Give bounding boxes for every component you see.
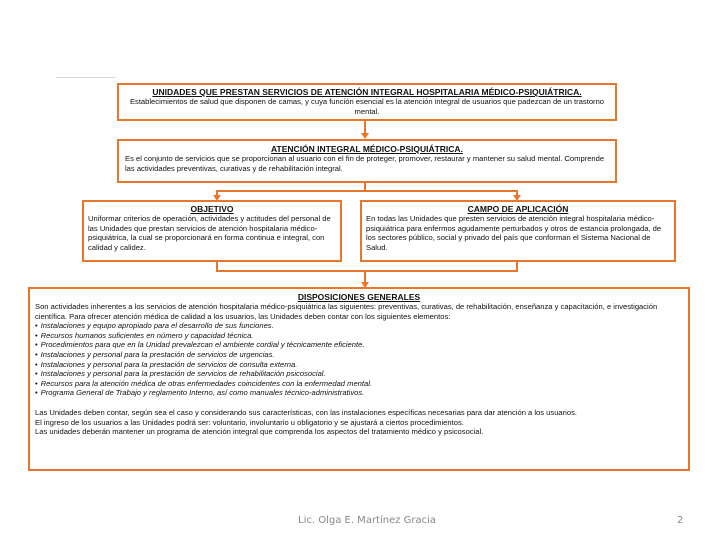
list-item: • Instalaciones y equipo apropiado para el desarrollo de sus funciones. <box>35 321 274 331</box>
integral-care-box <box>117 139 617 183</box>
list-item: • Recursos para la atención médica de otras enfermedades coincidentes con la enfermedad mental. <box>35 378 373 388</box>
closing-text-3: Las unidades deberán mantener un programa de atención integral que comprenda los aspectos del tratamiento médico y psicosocial. <box>35 427 484 437</box>
objective-box <box>82 200 342 262</box>
list-item: • Procedimientos para que en la Unidad prevalezcan el ambiente cordial y técnicamente eficiente. <box>35 340 365 350</box>
decorative-line <box>56 77 116 78</box>
list-item: • Recursos humanos suficientes en número y capacidad técnica. <box>35 330 254 340</box>
footer-author: Lic. Olga E. Martínez Gracia <box>298 515 437 526</box>
closing-text-2: El ingreso de los usuarios a las Unidades podrá ser: voluntario, involuntario u obligatorio y se ajustará a ciertos procedimientos. <box>35 417 464 427</box>
page-number: 2 <box>677 515 684 526</box>
general-provisions-title: DISPOSICIONES GENERALES <box>297 292 421 302</box>
list-item: • Programa General de Trabajo y reglamento Interno, así como manuales técnico-administrativos. <box>35 388 365 398</box>
connector-line <box>216 270 518 272</box>
scope-title: CAMPO DE APLICACIÓN <box>467 204 569 214</box>
objective-text: Uniformar criterios de operación, actividades y actitudes del personal de las Unidades que prestan servicios de atención hospitalaria médico-psiquiátrica, la cual se proporcionará en forma continua e integral, con calidad y calidez. <box>88 214 331 252</box>
scope-text: En todas las Unidades que presten servicios de atención integral hospitalaria médico-psiquiátrica para enfermos agudamente perturbados y otros de estancia prolongada, de los sectores público, social y privado del país que conforman el Sistema Nacional de Salud. <box>366 214 662 252</box>
list-item: • Instalaciones y personal para la prestación de servicios de urgencias. <box>35 349 275 359</box>
units-text: Establecimientos de salud que disponen de camas, y cuya función esencial es la atención integral de usuarios que padezcan de un trastorno mental. <box>129 97 605 116</box>
units-box <box>117 83 617 121</box>
integral-care-text: Es el conjunto de servicios que se proporcionan al usuario con el fin de proteger, promover, restaurar y mantener su salud mental. Comprende las actividades preventivas, curativas y de rehabilitación integral. <box>125 154 605 173</box>
objective-title: OBJETIVO <box>190 204 234 214</box>
elements-list <box>35 321 683 398</box>
units-title: UNIDADES QUE PRESTAN SERVICIOS DE ATENCIÓN INTEGRAL HOSPITALARIA MÉDICO-PSIQUIÁTRICA. <box>152 87 582 97</box>
integral-care-title: ATENCIÓN INTEGRAL MÉDICO-PSIQUIÁTRICA. <box>271 144 463 154</box>
closing-text-1: Las Unidades deben contar, según sea el caso y considerando sus características, con las instalaciones específicas necesarias para dar atención a los usuarios. <box>35 407 577 417</box>
general-provisions-intro: Son actividades inherentes a los servicios de atención hospitalaria médico-psiquiátrica las siguientes: preventivas, curativas, de rehabilitación, enseñanza y capacitación, e investigación científica. Para ofrecer atención médica de calidad a los usuarios, las Unidades deben contar con los siguientes elementos: <box>35 302 658 321</box>
general-provisions-box <box>28 287 690 471</box>
list-item: • Instalaciones y personal para la prestación de servicios de rehabilitación psicosocial. <box>35 369 326 379</box>
list-item: • Instalaciones y personal para la prestación de servicios de consulta externa. <box>35 359 298 369</box>
scope-box <box>360 200 676 262</box>
connector-line <box>216 190 518 192</box>
